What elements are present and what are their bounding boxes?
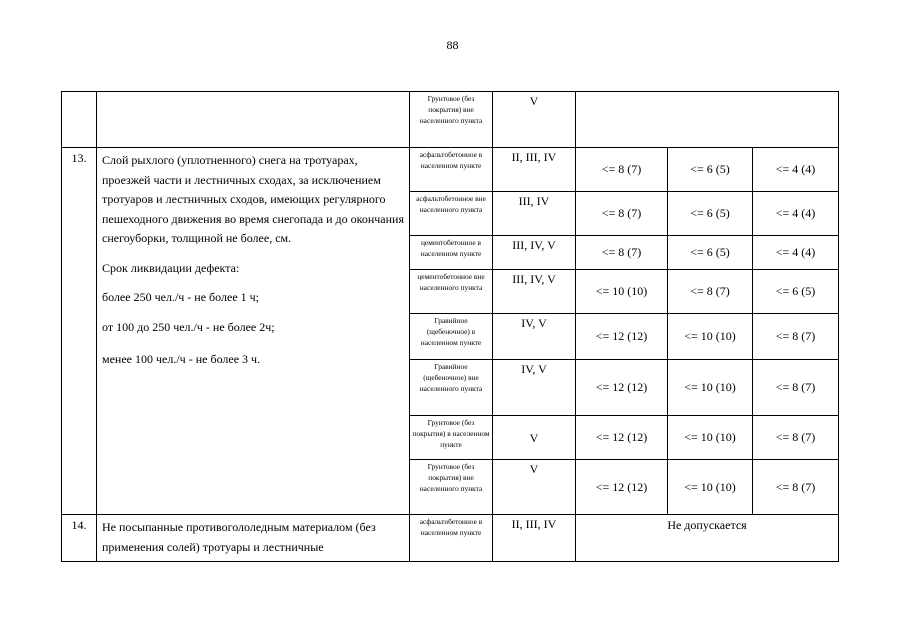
- number-cell: [62, 92, 97, 148]
- value-cell: <= 4 (4): [753, 192, 839, 236]
- value-cell: <= 8 (7): [753, 416, 839, 460]
- value-cell: <= 10 (10): [668, 416, 753, 460]
- value-cell: <= 6 (5): [753, 270, 839, 314]
- surface-cell: Гравийное (щебеночное) в населенном пункте: [410, 314, 493, 360]
- deadline-line: более 250 чел./ч - не более 1 ч;: [102, 290, 260, 304]
- category-cell: III, IV: [493, 192, 576, 236]
- value-cell: <= 8 (7): [753, 314, 839, 360]
- item-number: 13.: [62, 148, 97, 515]
- item-description: Слой рыхлого (уплотненного) снега на тротуарах, проезжей части и лестничных сходах, за исключением тротуаров и лестничных сходов, имеющих регулярного пешеходного движения во время снегопада и до окончания снегоуборки, толщиной не более, см.: [102, 153, 404, 245]
- category-cell: III, IV, V: [493, 270, 576, 314]
- value-cell: <= 4 (4): [753, 148, 839, 192]
- surface-cell: асфальтобетонное в населенном пункте: [410, 515, 493, 562]
- table-row: [62, 148, 839, 192]
- values-cell: [576, 92, 839, 148]
- item-number: 14.: [62, 515, 97, 562]
- surface-cell: Грунтовое (без покрытия) вне населенного пункта: [410, 92, 493, 148]
- category-cell: V: [493, 92, 576, 148]
- category-cell: IV, V: [493, 360, 576, 416]
- value-cell: <= 12 (12): [576, 460, 668, 515]
- category-cell: II, III, IV: [493, 515, 576, 562]
- value-cell: <= 10 (10): [668, 314, 753, 360]
- surface-cell: цементобетонное вне населенного пункта: [410, 270, 493, 314]
- value-cell: <= 10 (10): [668, 460, 753, 515]
- surface-cell: Гравийное (щебеночное) вне населенного пункта: [410, 360, 493, 416]
- category-cell: III, IV, V: [493, 236, 576, 270]
- value-cell: <= 10 (10): [576, 270, 668, 314]
- value-cell: <= 8 (7): [576, 192, 668, 236]
- value-cell: <= 12 (12): [576, 314, 668, 360]
- value-cell: <= 8 (7): [576, 148, 668, 192]
- value-cell: <= 8 (7): [753, 360, 839, 416]
- value-cell: <= 4 (4): [753, 236, 839, 270]
- value-cell: <= 8 (7): [668, 270, 753, 314]
- page-number: 88: [446, 38, 459, 52]
- deadline-line: менее 100 чел./ч - не более 3 ч.: [102, 352, 261, 366]
- category-cell: II, III, IV: [493, 148, 576, 192]
- surface-cell: асфальтобетонное в населенном пункте: [410, 148, 493, 192]
- value-cell: <= 6 (5): [668, 236, 753, 270]
- value-cell: <= 12 (12): [576, 416, 668, 460]
- requirements-table: [61, 91, 839, 562]
- item-description: Не посыпанные противогололедным материалом (без применения солей) тротуары и лестничные: [97, 515, 410, 562]
- table-row: [62, 92, 839, 148]
- value-cell: <= 10 (10): [668, 360, 753, 416]
- description-cell: [97, 92, 410, 148]
- surface-cell: цементобетонное в населенном пункте: [410, 236, 493, 270]
- not-allowed-cell: Не допускается: [576, 515, 839, 562]
- surface-cell: Грунтовое (без покрытия) вне населенного пункта: [410, 460, 493, 515]
- value-cell: <= 12 (12): [576, 360, 668, 416]
- item-description-cell: [97, 148, 410, 515]
- value-cell: <= 6 (5): [668, 192, 753, 236]
- category-cell: V: [493, 416, 576, 460]
- deadline-title: Срок ликвидации дефекта:: [102, 260, 240, 275]
- value-cell: <= 8 (7): [576, 236, 668, 270]
- table-row: [62, 515, 839, 562]
- surface-cell: Грунтовое (без покрытия) в населенном пункте: [410, 416, 493, 460]
- surface-cell: асфальтобетонное вне населенного пункта: [410, 192, 493, 236]
- category-cell: IV, V: [493, 314, 576, 360]
- deadline-line: от 100 до 250 чел./ч - не более 2ч;: [102, 319, 275, 334]
- value-cell: <= 8 (7): [753, 460, 839, 515]
- category-cell: V: [493, 460, 576, 515]
- value-cell: <= 6 (5): [668, 148, 753, 192]
